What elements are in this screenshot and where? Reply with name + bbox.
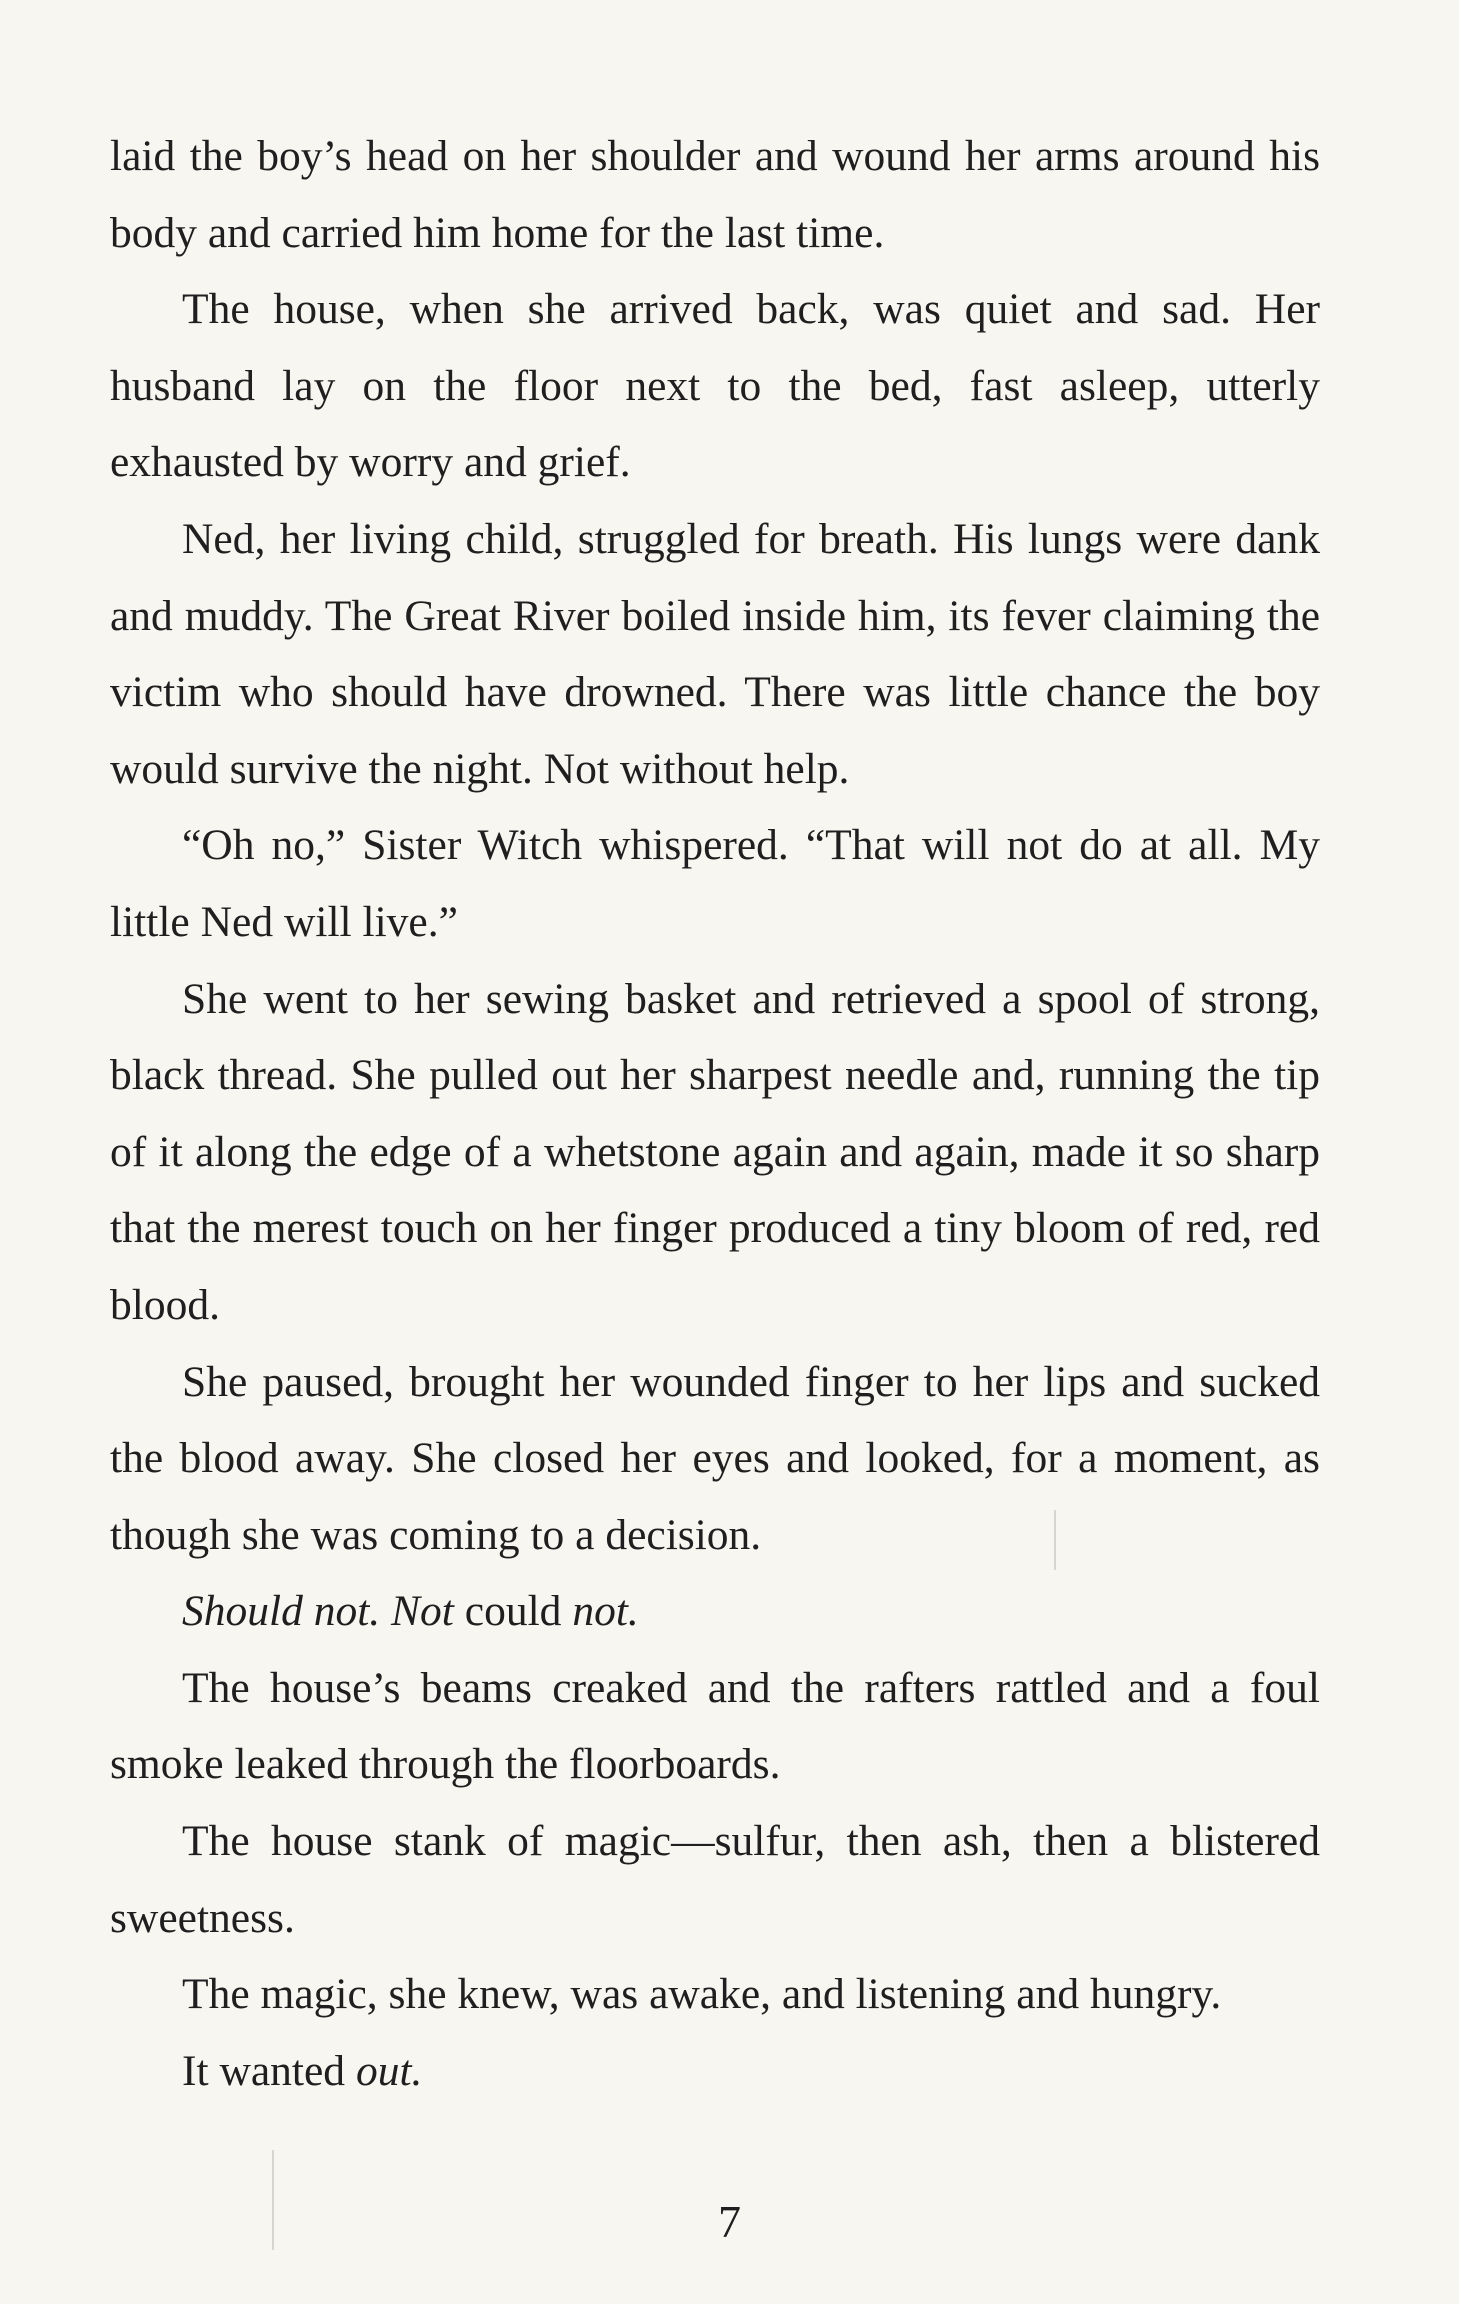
paragraph-10: The magic, she knew, was awake, and listening and hungry.: [182, 1970, 1222, 2019]
page-number: 7: [718, 2196, 741, 2247]
paragraph-6: She paused, brought her wounded finger to her lips and sucked the blood away. She closed her eyes and looked, for a moment, as though she was coming to a decision.: [110, 1357, 1320, 1559]
body-text: [110, 118, 1320, 2109]
scan-artifact: [272, 2150, 274, 2250]
paragraph-1: laid the boy’s head on her shoulder and wound her arms around his body and carried him home for the last time.: [110, 132, 1320, 257]
scan-artifact: [1054, 1510, 1056, 1570]
paragraph-3: Ned, her living child, struggled for breath. His lungs were dank and muddy. The Great River boiled inside him, its fever claiming the victim who should have drowned. There was little chance the boy would survive the night. Not without help.: [110, 514, 1320, 793]
paragraph-4: “Oh no,” Sister Witch whispered. “That will not do at all. My little Ned will live.”: [110, 821, 1320, 946]
paragraph-5: She went to her sewing basket and retrieved a spool of strong, black thread. She pulled out her sharpest needle and, running the tip of it along the edge of a whetstone again and again, made it so sharp that the merest touch on her finger produced a tiny bloom of red, red blood.: [110, 974, 1320, 1329]
paragraph-8: The house’s beams creaked and the rafters rattled and a foul smoke leaked through the floorboards.: [110, 1663, 1320, 1789]
paragraph-9: The house stank of magic—sulfur, then ash, then a blistered sweetness.: [110, 1817, 1320, 1942]
paragraph-11: [110, 2033, 1320, 2110]
paragraph-2: The house, when she arrived back, was quiet and sad. Her husband lay on the floor next to the bed, fast asleep, utterly exhausted by worry and grief.: [110, 285, 1320, 487]
italic-segment: not.: [572, 1587, 639, 1636]
roman-segment: It wanted: [182, 2046, 356, 2095]
paragraph-7: [110, 1573, 1320, 1650]
italic-segment: out.: [355, 2046, 423, 2095]
italic-segment: Should not. Not: [182, 1587, 454, 1636]
roman-segment: could: [453, 1587, 573, 1636]
